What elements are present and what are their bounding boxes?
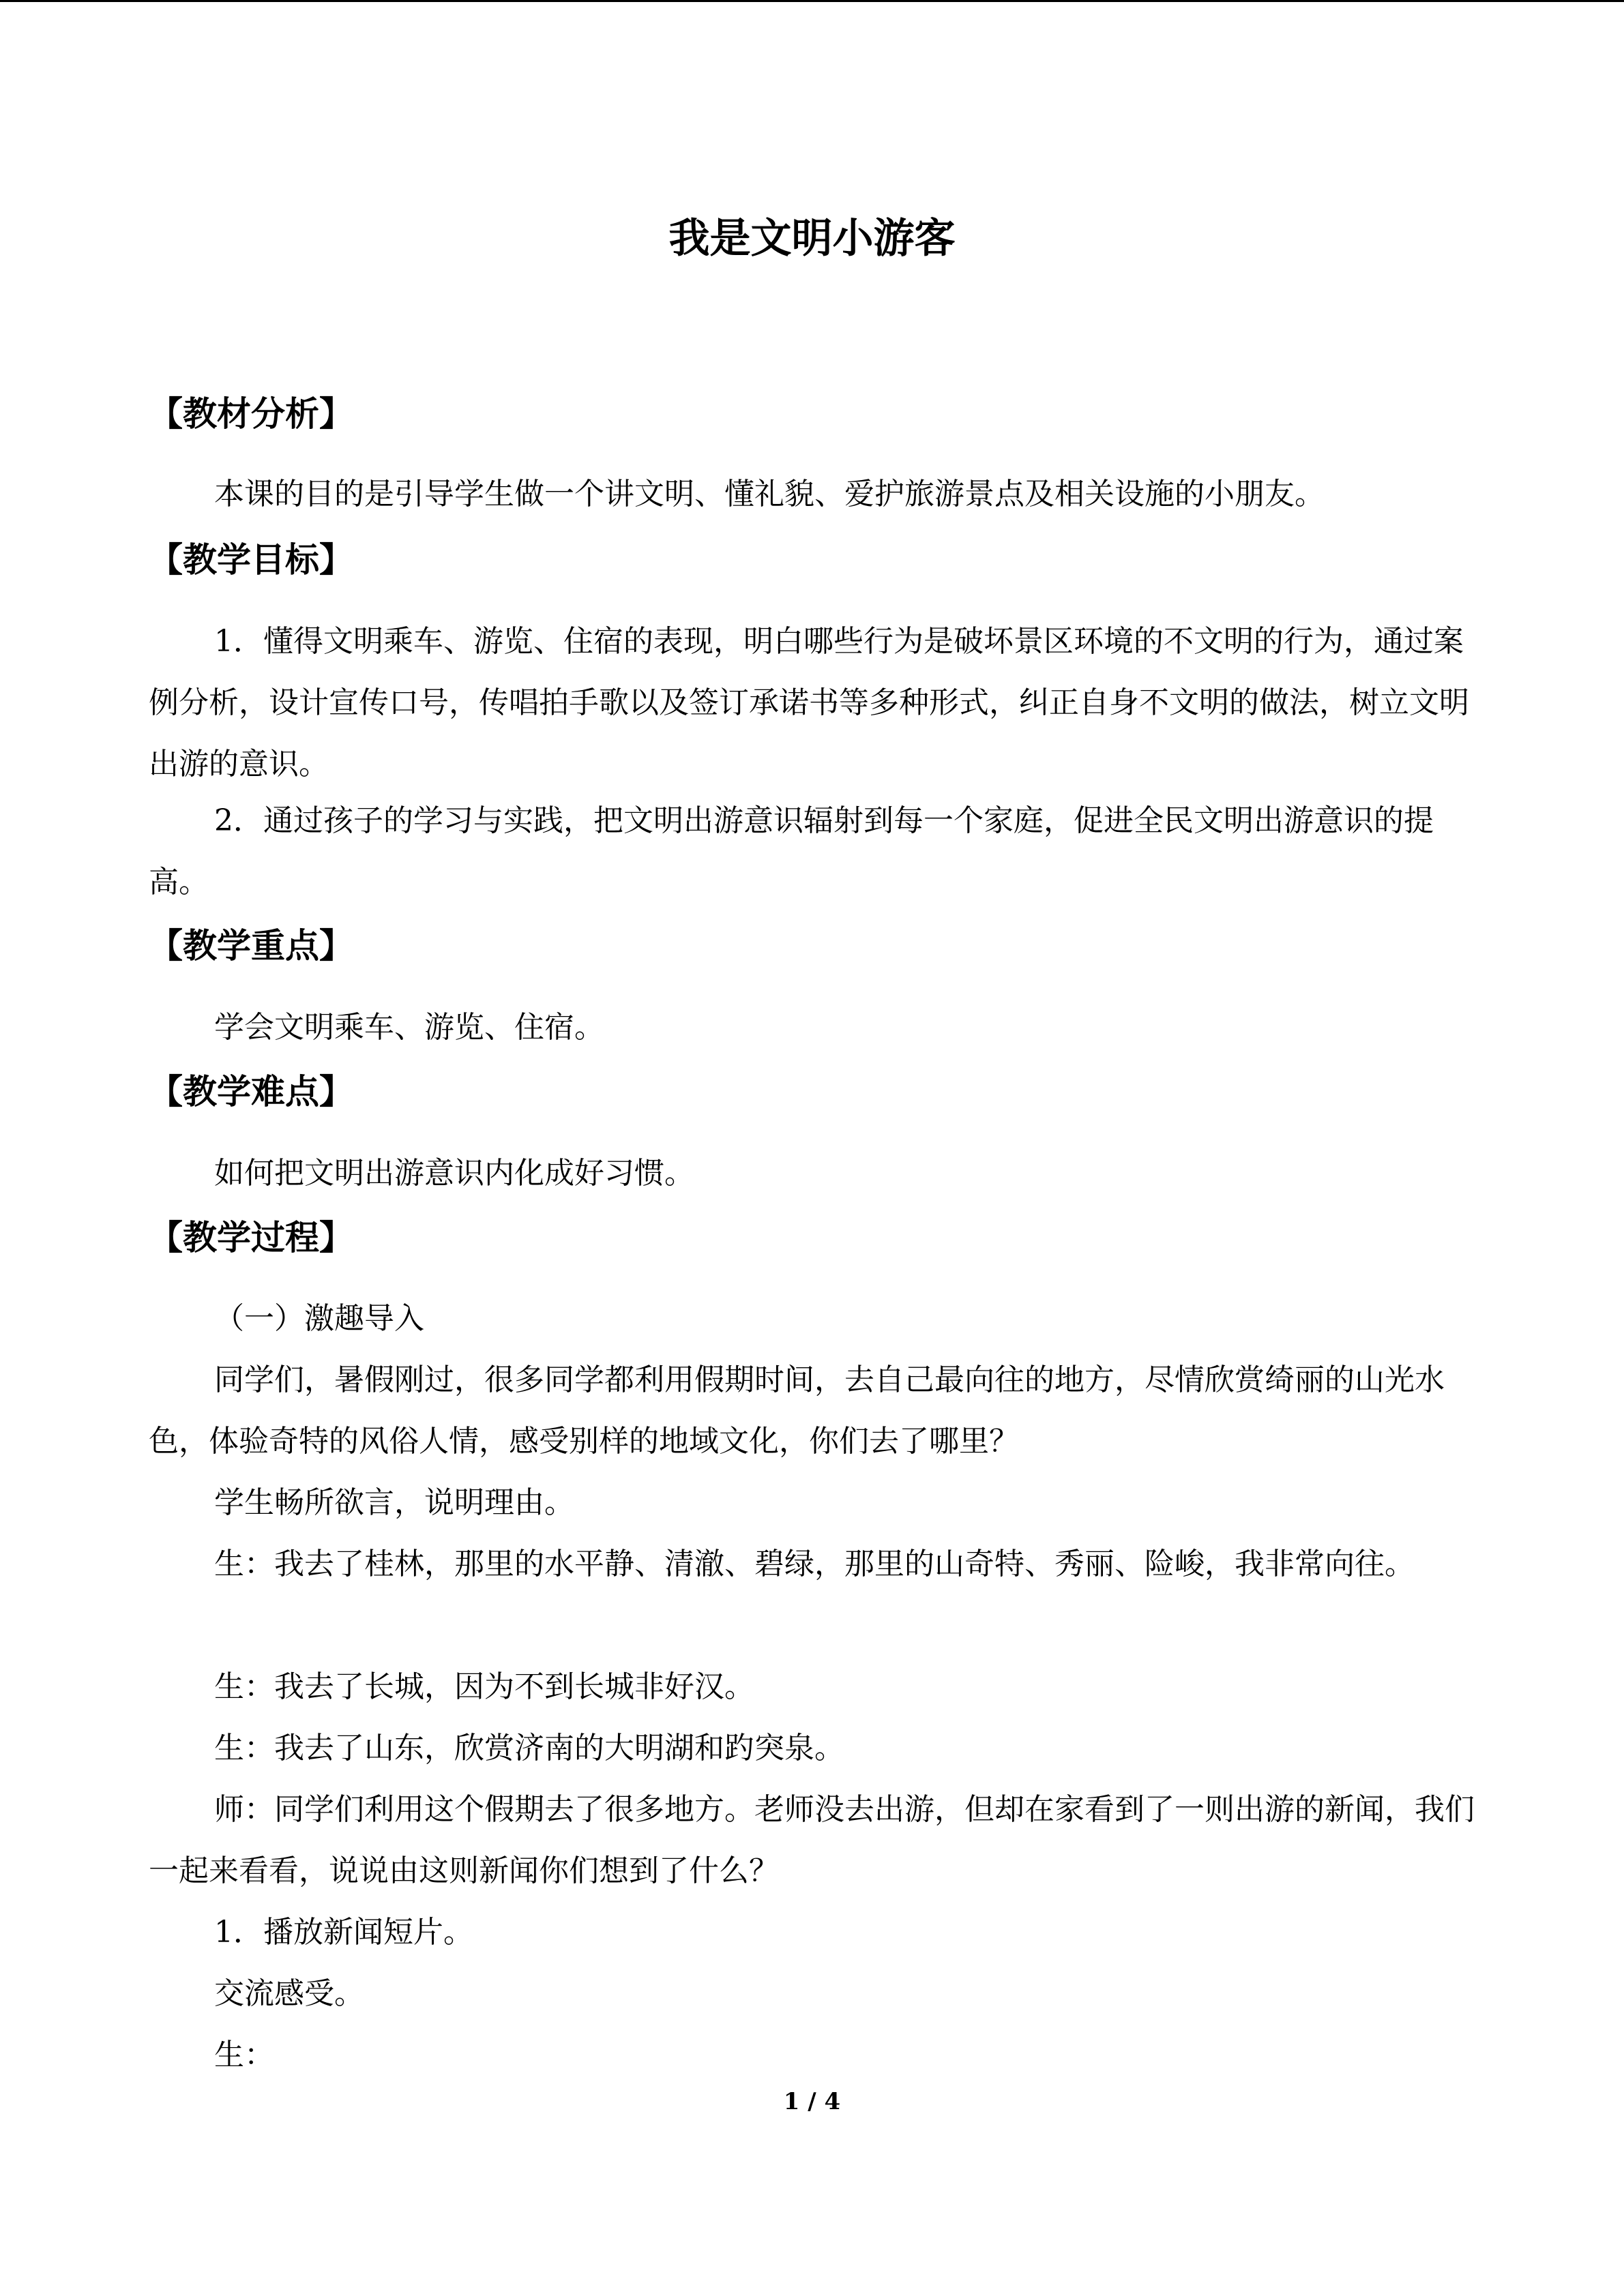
paragraph: 同学们，暑假刚过，很多同学都利用假期时间，去自己最向往的地方，尽情欣赏绮丽的山光水色，体验奇特的风俗人情，感受别样的地域文化，你们去了哪里？ xyxy=(149,1362,1445,1459)
paragraph: 本课的目的是引导学生做一个讲文明、懂礼貌、爱护旅游景点及相关设施的小朋友。 xyxy=(214,477,1325,511)
paragraph: 2．通过孩子的学习与实践，把文明出游意识辐射到每一个家庭，促进全民文明出游意识的提高。 xyxy=(149,803,1434,899)
paragraph: 生： xyxy=(214,2038,274,2072)
paragraph: 交流感受。 xyxy=(214,1976,364,2011)
paragraph: 师：同学们利用这个假期去了很多地方。老师没去出游，但却在家看到了一则出游的新闻，我们一起来看看，说说由这则新闻你们想到了什么？ xyxy=(149,1792,1475,1888)
page-title: 我是文明小游客 xyxy=(668,215,956,263)
paragraph: 1．播放新闻短片。 xyxy=(214,1915,473,1950)
heading-goals: 【教学目标】 xyxy=(149,539,353,580)
heading-key-points: 【教学重点】 xyxy=(149,925,353,966)
paragraph: 生：我去了长城，因为不到长城非好汉。 xyxy=(214,1669,754,1704)
heading-difficulties: 【教学难点】 xyxy=(149,1071,353,1112)
paragraph: 学生畅所欲言，说明理由。 xyxy=(214,1485,574,1520)
paragraph: 生：我去了桂林，那里的水平静、清澈、碧绿，那里的山奇特、秀丽、险峻，我非常向往。 xyxy=(214,1547,1415,1581)
paragraph: 如何把文明出游意识内化成好习惯。 xyxy=(214,1156,694,1191)
paragraph: （一）激趣导入 xyxy=(214,1301,424,1336)
paragraph: 生：我去了山东，欣赏济南的大明湖和趵突泉。 xyxy=(214,1731,844,1765)
page-number: 1 / 4 xyxy=(783,2088,841,2115)
paragraph: 1．懂得文明乘车、游览、住宿的表现，明白哪些行为是破坏景区环境的不文明的行为，通过案例分析，设计宣传口号，传唱拍手歌以及签订承诺书等多种形式，纠正自身不文明的做法，树立文明出游的意识。 xyxy=(149,624,1469,781)
top-border xyxy=(0,0,1624,2)
paragraph: 学会文明乘车、游览、住宿。 xyxy=(214,1010,604,1045)
heading-process: 【教学过程】 xyxy=(149,1217,353,1257)
heading-analysis: 【教材分析】 xyxy=(149,393,353,434)
